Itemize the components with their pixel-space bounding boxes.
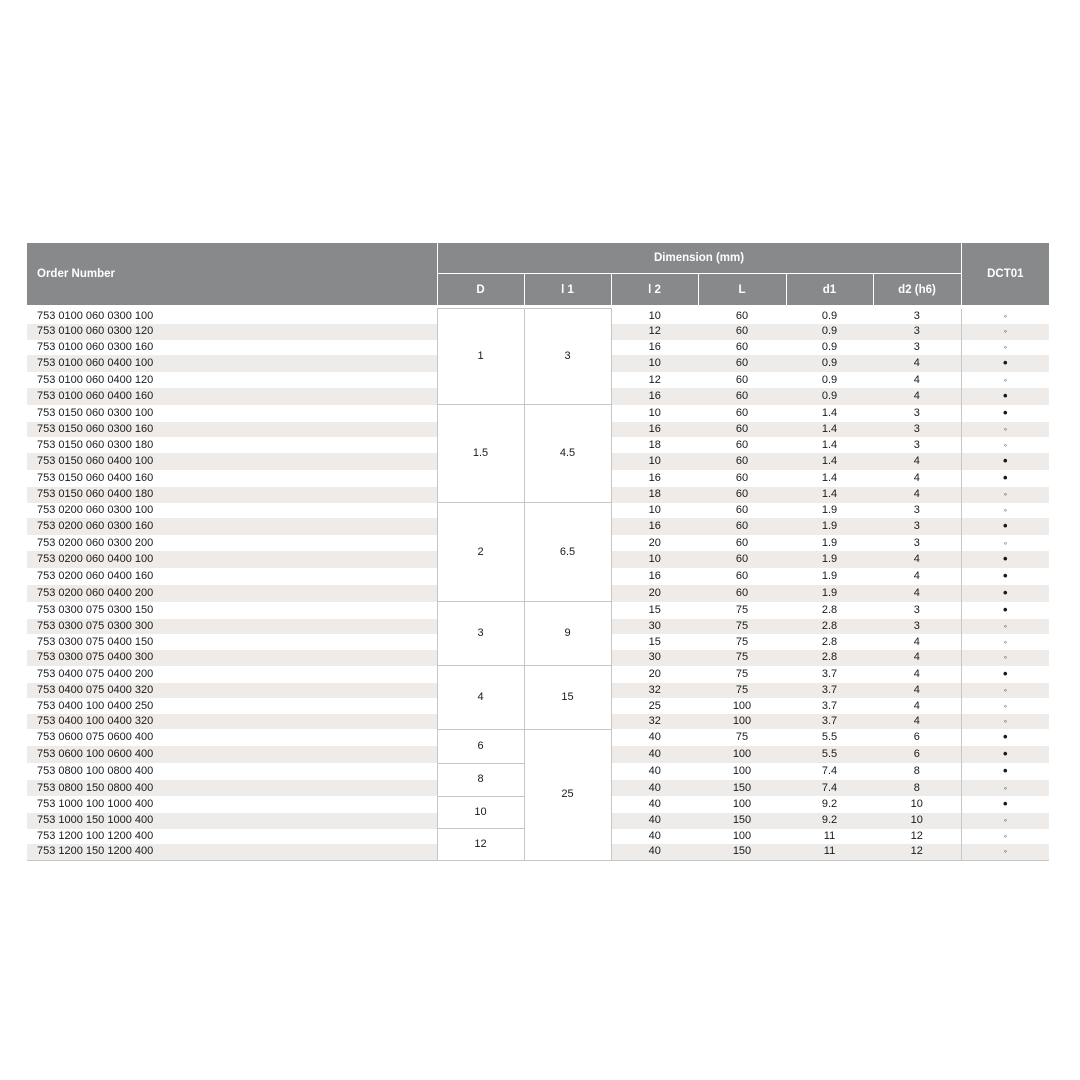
d1-cell: 3.7	[821, 667, 838, 680]
header-dct01: DCT01	[961, 243, 1049, 305]
d2-cell: 4	[873, 487, 961, 503]
order-number-cell: 753 0150 060 0300 180	[37, 438, 154, 451]
d1-cell: 2.8	[786, 619, 873, 635]
order-number-cell: 753 1000 100 1000 400	[37, 798, 154, 810]
dct01-cell	[961, 324, 1049, 340]
l-cell: 60	[735, 569, 749, 582]
l2-cell: 15	[611, 634, 698, 650]
open-dot-icon: ◦	[1003, 716, 1007, 727]
l2-cell: 10	[611, 309, 698, 325]
filled-dot-icon: •	[1003, 665, 1008, 681]
table-row	[27, 602, 1049, 619]
d2-cell: 6	[873, 746, 961, 763]
d1-cell: 3.7	[786, 714, 873, 730]
d2-cell: 3	[873, 602, 961, 619]
d1-cell: 11	[786, 844, 873, 860]
d2-cell: 3	[873, 518, 961, 535]
l2-cell: 10	[611, 551, 698, 568]
l2-cell: 40	[611, 829, 698, 845]
header-order-number: Order Number	[27, 243, 437, 305]
l2-cell: 16	[611, 388, 698, 405]
dct01-cell	[961, 388, 1049, 405]
d-cell: 8	[437, 763, 524, 796]
header-dimension: Dimension (mm)	[437, 243, 961, 274]
d1-cell: 1.4	[821, 438, 838, 451]
order-number-cell: 753 0100 060 0400 120	[37, 373, 154, 386]
dct01-cell	[961, 714, 1049, 730]
l-cell: 60	[735, 503, 749, 516]
header-l1: l 1	[524, 274, 611, 306]
l-cell: 100	[732, 699, 752, 712]
table-header	[27, 243, 1049, 305]
filled-dot-icon: •	[1003, 470, 1008, 486]
dct01-cell	[961, 309, 1049, 325]
l-cell: 75	[735, 667, 749, 680]
d2-cell: 3	[873, 437, 961, 453]
order-number-cell: 753 0200 060 0300 200	[37, 536, 154, 549]
l-cell: 100	[698, 746, 786, 763]
l2-cell: 30	[611, 650, 698, 666]
d-cell: 10	[437, 796, 524, 829]
l-cell: 150	[698, 813, 786, 829]
order-number-cell: 753 0100 060 0400 100	[27, 355, 437, 372]
l-cell: 60	[735, 406, 749, 419]
order-number-cell: 753 1200 150 1200 400	[27, 844, 437, 860]
d2-cell: 12	[873, 829, 961, 845]
order-number-cell: 753 0150 060 0400 100	[27, 453, 437, 470]
l-cell: 75	[735, 635, 749, 648]
l-cell: 60	[698, 388, 786, 405]
d1-cell: 1.9	[821, 536, 838, 549]
dct01-cell	[961, 813, 1049, 829]
filled-dot-icon: •	[1003, 404, 1008, 420]
d2-cell: 10	[873, 813, 961, 829]
d1-cell: 2.8	[786, 650, 873, 666]
d1-cell: 1.4	[786, 453, 873, 470]
open-dot-icon: ◦	[1003, 636, 1007, 647]
order-number-cell: 753 0100 060 0400 160	[27, 388, 437, 405]
d-cell: 3	[437, 602, 524, 666]
d2-cell: 3	[873, 503, 961, 519]
dct01-cell	[961, 729, 1049, 746]
table-body	[27, 305, 1049, 860]
d1-cell: 9.2	[821, 798, 838, 810]
spec-table	[27, 243, 1049, 861]
d1-cell: 1.4	[821, 406, 838, 419]
order-number-cell: 753 0200 060 0400 200	[27, 585, 437, 602]
dct01-cell	[961, 634, 1049, 650]
order-number-cell: 753 0400 100 0400 320	[27, 714, 437, 730]
dct01-cell	[961, 437, 1049, 453]
dct01-cell	[961, 405, 1049, 422]
d2-cell: 4	[873, 568, 961, 585]
d2-cell: 8	[873, 763, 961, 780]
open-dot-icon: ◦	[1003, 424, 1007, 435]
d1-cell: 1.9	[786, 518, 873, 535]
d1-cell: 0.9	[786, 388, 873, 405]
l2-cell: 40	[611, 780, 698, 796]
l2-cell: 40	[611, 746, 698, 763]
d1-cell: 1.9	[786, 551, 873, 568]
d-cell: 1.5	[437, 405, 524, 503]
order-number-cell: 753 0300 075 0400 150	[37, 635, 154, 648]
open-dot-icon: ◦	[1003, 341, 1007, 352]
dct01-cell	[961, 650, 1049, 666]
filled-dot-icon: •	[1003, 729, 1008, 745]
d-cell: 12	[437, 829, 524, 861]
dct01-cell	[961, 422, 1049, 438]
l2-cell: 10	[611, 453, 698, 470]
d2-cell: 10	[873, 796, 961, 813]
d2-cell: 3	[873, 405, 961, 422]
l-cell: 150	[698, 844, 786, 860]
d2-cell: 3	[873, 535, 961, 551]
d1-cell: 5.5	[821, 731, 838, 744]
d2-cell: 6	[873, 729, 961, 746]
order-number-cell: 753 0200 060 0400 160	[37, 569, 154, 582]
dct01-cell	[961, 746, 1049, 763]
d2-cell: 4	[873, 372, 961, 388]
dct01-cell	[961, 568, 1049, 585]
order-number-cell: 753 0400 100 0400 250	[37, 699, 154, 712]
l2-cell: 20	[611, 666, 698, 683]
l1-cell: 9	[524, 602, 611, 666]
order-number-cell: 753 0800 150 0800 400	[27, 780, 437, 796]
order-number-cell: 753 1000 150 1000 400	[27, 813, 437, 829]
order-number-cell: 753 0200 060 0300 160	[27, 518, 437, 535]
l1-cell: 4.5	[524, 405, 611, 503]
filled-dot-icon: •	[1003, 796, 1008, 811]
dct01-cell	[961, 487, 1049, 503]
l2-cell: 32	[611, 683, 698, 699]
dct01-cell	[961, 518, 1049, 535]
l2-cell: 30	[611, 619, 698, 635]
header-d: D	[437, 274, 524, 306]
l1-cell: 6.5	[524, 503, 611, 602]
l2-cell: 10	[611, 405, 698, 422]
order-number-cell: 753 0150 060 0400 180	[27, 487, 437, 503]
d1-cell: 5.5	[786, 746, 873, 763]
dct01-cell	[961, 683, 1049, 699]
d1-cell: 1.9	[821, 569, 838, 582]
open-dot-icon: ◦	[1003, 652, 1007, 663]
filled-dot-icon: •	[1003, 550, 1008, 566]
l-cell: 100	[732, 798, 752, 810]
header-d1: d1	[786, 274, 873, 306]
l2-cell: 16	[611, 340, 698, 356]
order-number-cell: 753 0800 100 0800 400	[37, 765, 154, 778]
l1-cell: 3	[524, 309, 611, 405]
l2-cell: 40	[611, 796, 698, 813]
l-cell: 60	[735, 373, 749, 386]
filled-dot-icon: •	[1003, 355, 1008, 371]
d2-cell: 4	[873, 585, 961, 602]
order-number-cell: 753 0300 075 0400 300	[27, 650, 437, 666]
l2-cell: 10	[611, 355, 698, 372]
l-cell: 60	[698, 585, 786, 602]
dct01-cell	[961, 602, 1049, 619]
dct01-cell	[961, 503, 1049, 519]
l-cell: 60	[698, 355, 786, 372]
l2-cell: 16	[611, 470, 698, 487]
d1-cell: 0.9	[786, 324, 873, 340]
l-cell: 60	[698, 422, 786, 438]
table-row	[27, 405, 1049, 422]
d2-cell: 4	[873, 634, 961, 650]
dct01-cell	[961, 453, 1049, 470]
open-dot-icon: ◦	[1003, 489, 1007, 500]
dct01-cell	[961, 372, 1049, 388]
d2-cell: 3	[873, 324, 961, 340]
l-cell: 75	[698, 619, 786, 635]
d1-cell: 7.4	[821, 765, 838, 778]
open-dot-icon: ◦	[1003, 374, 1007, 385]
l-cell: 60	[698, 324, 786, 340]
d1-cell: 3.7	[786, 683, 873, 699]
l-cell: 60	[735, 472, 749, 485]
l2-cell: 40	[611, 844, 698, 860]
table-row	[27, 503, 1049, 519]
l2-cell: 32	[611, 714, 698, 730]
filled-dot-icon: •	[1003, 763, 1008, 779]
l-cell: 60	[698, 453, 786, 470]
l-cell: 100	[732, 765, 752, 778]
d1-cell: 7.4	[786, 780, 873, 796]
filled-dot-icon: •	[1003, 746, 1008, 762]
l2-cell: 15	[611, 602, 698, 619]
header-l2: l 2	[611, 274, 698, 306]
l2-cell: 25	[611, 698, 698, 714]
l1-cell: 15	[524, 666, 611, 730]
d1-cell: 11	[823, 829, 836, 842]
d1-cell: 2.8	[821, 603, 838, 616]
open-dot-icon: ◦	[1003, 310, 1007, 321]
dct01-cell	[961, 551, 1049, 568]
d2-cell: 4	[873, 388, 961, 405]
d1-cell: 1.9	[821, 503, 838, 516]
dct01-cell	[961, 698, 1049, 714]
d1-cell: 0.9	[786, 355, 873, 372]
order-number-cell: 753 0400 075 0400 320	[27, 683, 437, 699]
dct01-cell	[961, 535, 1049, 551]
d1-cell: 0.9	[821, 373, 838, 386]
l2-cell: 40	[611, 813, 698, 829]
open-dot-icon: ◦	[1003, 504, 1007, 515]
d1-cell: 0.9	[821, 309, 838, 322]
table-row	[27, 666, 1049, 683]
l2-cell: 16	[611, 422, 698, 438]
l2-cell: 10	[611, 503, 698, 519]
d2-cell: 4	[873, 714, 961, 730]
dct01-cell	[961, 340, 1049, 356]
l-cell: 60	[735, 340, 749, 353]
open-dot-icon: ◦	[1003, 439, 1007, 450]
filled-dot-icon: •	[1003, 584, 1008, 600]
d2-cell: 12	[873, 844, 961, 860]
order-number-cell: 753 0100 060 0300 100	[37, 309, 154, 322]
l-cell: 100	[698, 714, 786, 730]
table-row	[27, 309, 1049, 325]
dct01-cell	[961, 829, 1049, 845]
l-cell: 100	[732, 829, 752, 842]
d1-cell: 1.4	[821, 472, 838, 485]
order-number-cell: 753 0200 060 0400 100	[27, 551, 437, 568]
d2-cell: 4	[873, 650, 961, 666]
d1-cell: 9.2	[786, 813, 873, 829]
d-cell: 1	[437, 309, 524, 405]
d2-cell: 4	[873, 666, 961, 683]
open-dot-icon: ◦	[1003, 830, 1007, 841]
d1-cell: 1.9	[786, 585, 873, 602]
l2-cell: 12	[611, 324, 698, 340]
d2-cell: 4	[873, 551, 961, 568]
d1-cell: 1.4	[786, 487, 873, 503]
open-dot-icon: ◦	[1003, 700, 1007, 711]
d2-cell: 4	[873, 470, 961, 487]
order-number-cell: 753 1200 100 1200 400	[37, 829, 154, 842]
l1-cell: 25	[524, 729, 611, 860]
l2-cell: 16	[611, 518, 698, 535]
l-cell: 150	[698, 780, 786, 796]
order-number-cell: 753 0200 060 0300 100	[37, 503, 154, 516]
l-cell: 75	[735, 731, 749, 744]
header-l: L	[698, 274, 786, 306]
open-dot-icon: ◦	[1003, 782, 1007, 793]
d2-cell: 3	[873, 340, 961, 356]
order-number-cell: 753 0400 075 0400 200	[37, 667, 154, 680]
d-cell: 6	[437, 729, 524, 763]
order-number-cell: 753 0600 100 0600 400	[27, 746, 437, 763]
d1-cell: 1.4	[786, 422, 873, 438]
d2-cell: 4	[873, 355, 961, 372]
l-cell: 60	[735, 536, 749, 549]
open-dot-icon: ◦	[1003, 326, 1007, 337]
open-dot-icon: ◦	[1003, 621, 1007, 632]
order-number-cell: 753 0150 060 0400 160	[37, 472, 154, 485]
d-cell: 4	[437, 666, 524, 730]
d1-cell: 2.8	[821, 635, 838, 648]
l-cell: 60	[735, 309, 749, 322]
l-cell: 60	[735, 438, 749, 451]
order-number-cell: 753 0600 075 0600 400	[37, 731, 154, 744]
d1-cell: 3.7	[821, 699, 838, 712]
table-row	[27, 729, 1049, 746]
order-number-cell: 753 0300 075 0300 150	[37, 603, 154, 616]
filled-dot-icon: •	[1003, 518, 1008, 534]
open-dot-icon: ◦	[1003, 846, 1007, 857]
l2-cell: 40	[611, 729, 698, 746]
l2-cell: 20	[611, 585, 698, 602]
open-dot-icon: ◦	[1003, 537, 1007, 548]
order-number-cell: 753 0300 075 0300 300	[27, 619, 437, 635]
header-d2: d2 (h6)	[873, 274, 961, 306]
d2-cell: 3	[873, 422, 961, 438]
l2-cell: 12	[611, 372, 698, 388]
l2-cell: 40	[611, 763, 698, 780]
dct01-cell	[961, 619, 1049, 635]
d2-cell: 3	[873, 619, 961, 635]
l2-cell: 18	[611, 487, 698, 503]
l2-cell: 16	[611, 568, 698, 585]
l-cell: 60	[698, 518, 786, 535]
l-cell: 75	[698, 650, 786, 666]
l2-cell: 18	[611, 437, 698, 453]
d2-cell: 4	[873, 683, 961, 699]
d-cell: 2	[437, 503, 524, 602]
dct01-cell	[961, 470, 1049, 487]
l-cell: 60	[698, 551, 786, 568]
d2-cell: 8	[873, 780, 961, 796]
l-cell: 75	[698, 683, 786, 699]
dct01-cell	[961, 844, 1049, 860]
l-cell: 75	[735, 603, 749, 616]
order-number-cell: 753 0150 060 0300 100	[37, 406, 154, 419]
order-number-cell: 753 0100 060 0300 120	[27, 324, 437, 340]
order-number-cell: 753 0100 060 0300 160	[37, 340, 154, 353]
filled-dot-icon: •	[1003, 601, 1008, 617]
l-cell: 60	[698, 487, 786, 503]
open-dot-icon: ◦	[1003, 684, 1007, 695]
dct01-cell	[961, 796, 1049, 813]
d1-cell: 0.9	[821, 340, 838, 353]
dct01-cell	[961, 666, 1049, 683]
dct01-cell	[961, 355, 1049, 372]
dct01-cell	[961, 763, 1049, 780]
open-dot-icon: ◦	[1003, 815, 1007, 826]
d2-cell: 3	[873, 309, 961, 325]
filled-dot-icon: •	[1003, 387, 1008, 403]
d2-cell: 4	[873, 698, 961, 714]
dct01-cell	[961, 780, 1049, 796]
filled-dot-icon: •	[1003, 453, 1008, 469]
order-number-cell: 753 0150 060 0300 160	[27, 422, 437, 438]
d2-cell: 4	[873, 453, 961, 470]
dct01-cell	[961, 585, 1049, 602]
filled-dot-icon: •	[1003, 567, 1008, 583]
l2-cell: 20	[611, 535, 698, 551]
